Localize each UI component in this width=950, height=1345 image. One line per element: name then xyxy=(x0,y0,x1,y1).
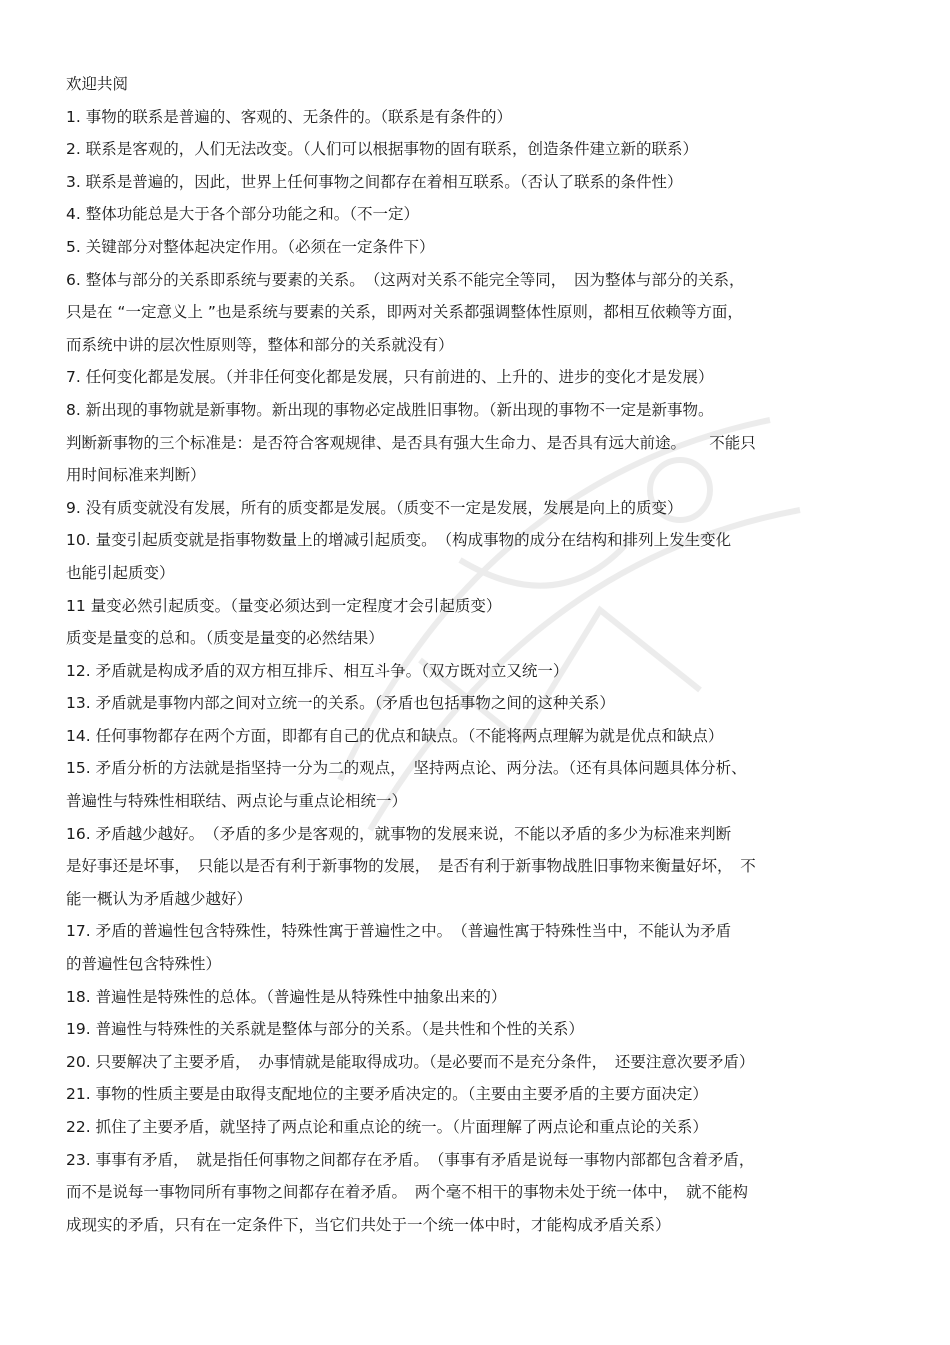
text-line: 12. 矛盾就是构成矛盾的双方相互排斥、相互斗争。（双方既对立又统一） xyxy=(66,661,569,680)
text-line: 20. 只要解决了主要矛盾， 办事情就是能取得成功。（是必要而不是充分条件， 还要注意次要矛盾） xyxy=(66,1052,755,1071)
text-line: 是好事还是坏事， 只能以是否有利于新事物的发展， 是否有利于新事物战胜旧事物来衡量好坏， 不 xyxy=(66,857,756,876)
text-line: 4. 整体功能总是大于各个部分功能之和。（不一定） xyxy=(66,205,419,224)
text-line: 21. 事物的性质主要是由取得支配地位的主要矛盾决定的。（主要由主要矛盾的主要方面决定） xyxy=(66,1085,708,1104)
text-line: 16. 矛盾越少越好。 （矛盾的多少是客观的，就事物的发展来说，不能以矛盾的多少为标准来判断 xyxy=(66,824,732,843)
text-line: 普遍性与特殊性相联结、两点论与重点论相统一） xyxy=(66,792,408,811)
text-line: 18. 普遍性是特殊性的总体。（普遍性是从特殊性中抽象出来的） xyxy=(66,987,507,1006)
text-line: 23. 事事有矛盾， 就是指任何事物之间都存在矛盾。 （事事有矛盾是说每一事物内部都包含着矛盾， xyxy=(66,1150,755,1169)
document-body xyxy=(66,101,884,1242)
text-line: 也能引起质变） xyxy=(66,563,175,582)
text-line: 而系统中讲的层次性原则等，整体和部分的关系就没有） xyxy=(66,335,454,354)
text-line: 质变是量变的总和。（质变是量变的必然结果） xyxy=(66,629,384,648)
document-page xyxy=(66,68,884,1241)
text-line: 能一概认为矛盾越少越好） xyxy=(66,889,253,908)
page-header: 欢迎共阅 xyxy=(66,75,129,93)
text-line: 10. 量变引起质变就是指事物数量上的增减引起质变。 （构成事物的成分在结构和排列上发生变化 xyxy=(66,531,732,550)
text-line: 14. 任何事物都存在两个方面，即都有自己的优点和缺点。（不能将两点理解为就是优点和缺点） xyxy=(66,726,724,745)
text-line: 1. 事物的联系是普遍的、客观的、无条件的。（联系是有条件的） xyxy=(66,107,512,126)
text-line: 2. 联系是客观的，人们无法改变。（人们可以根据事物的固有联系，创造条件建立新的联系） xyxy=(66,140,698,159)
text-line: 而不是说每一事物同所有事物之间都存在着矛盾。 两个毫不相干的事物未处于统一体中， 就不能构 xyxy=(66,1183,749,1202)
text-line: 成现实的矛盾，只有在一定条件下，当它们共处于一个统一体中时，才能构成矛盾关系） xyxy=(66,1215,671,1234)
text-line: 6. 整体与部分的关系即系统与要素的关系。 （这两对关系不能完全等同， 因为整体与部分的关系， xyxy=(66,270,745,289)
text-line: 7. 任何变化都是发展。（并非任何变化都是发展，只有前进的、上升的、进步的变化才是发展） xyxy=(66,368,714,387)
text-line: 5. 关键部分对整体起决定作用。（必须在一定条件下） xyxy=(66,237,435,256)
text-line: 22. 抓住了主要矛盾，就坚持了两点论和重点论的统一。（片面理解了两点论和重点论的关系） xyxy=(66,1118,708,1136)
text-line: 的普遍性包含特殊性） xyxy=(66,955,222,974)
text-line: 17. 矛盾的普遍性包含特殊性，特殊性寓于普遍性之中。 （普遍性寓于特殊性当中，不能认为矛盾 xyxy=(66,922,732,941)
text-line: 用时间标准来判断） xyxy=(66,466,206,485)
text-line: 只是在 “一定意义上 ”也是系统与要素的关系，即两对关系都强调整体性原则，都相互依赖等方面， xyxy=(66,303,743,322)
text-line: 8. 新出现的事物就是新事物。新出现的事物必定战胜旧事物。（新出现的事物不一定是新事物。 xyxy=(66,400,714,419)
text-line: 11 量变必然引起质变。（量变必须达到一定程度才会引起质变） xyxy=(66,596,502,615)
text-line: 判断新事物的三个标准是：是否符合客观规律、是否具有强大生命力、是否具有远大前途。 不能只 xyxy=(66,433,756,452)
text-line: 13. 矛盾就是事物内部之间对立统一的关系。（矛盾也包括事物之间的这种关系） xyxy=(66,694,615,713)
text-line: 15. 矛盾分析的方法就是指坚持一分为二的观点， 坚持两点论、两分法。（还有具体问题具体分析、 xyxy=(66,759,747,778)
text-line: 19. 普遍性与特殊性的关系就是整体与部分的关系。（是共性和个性的关系） xyxy=(66,1020,584,1039)
text-line: 9. 没有质变就没有发展，所有的质变都是发展。（质变不一定是发展，发展是向上的质变） xyxy=(66,498,683,517)
text-line: 3. 联系是普遍的，因此，世界上任何事物之间都存在着相互联系。（否认了联系的条件性） xyxy=(66,172,683,191)
